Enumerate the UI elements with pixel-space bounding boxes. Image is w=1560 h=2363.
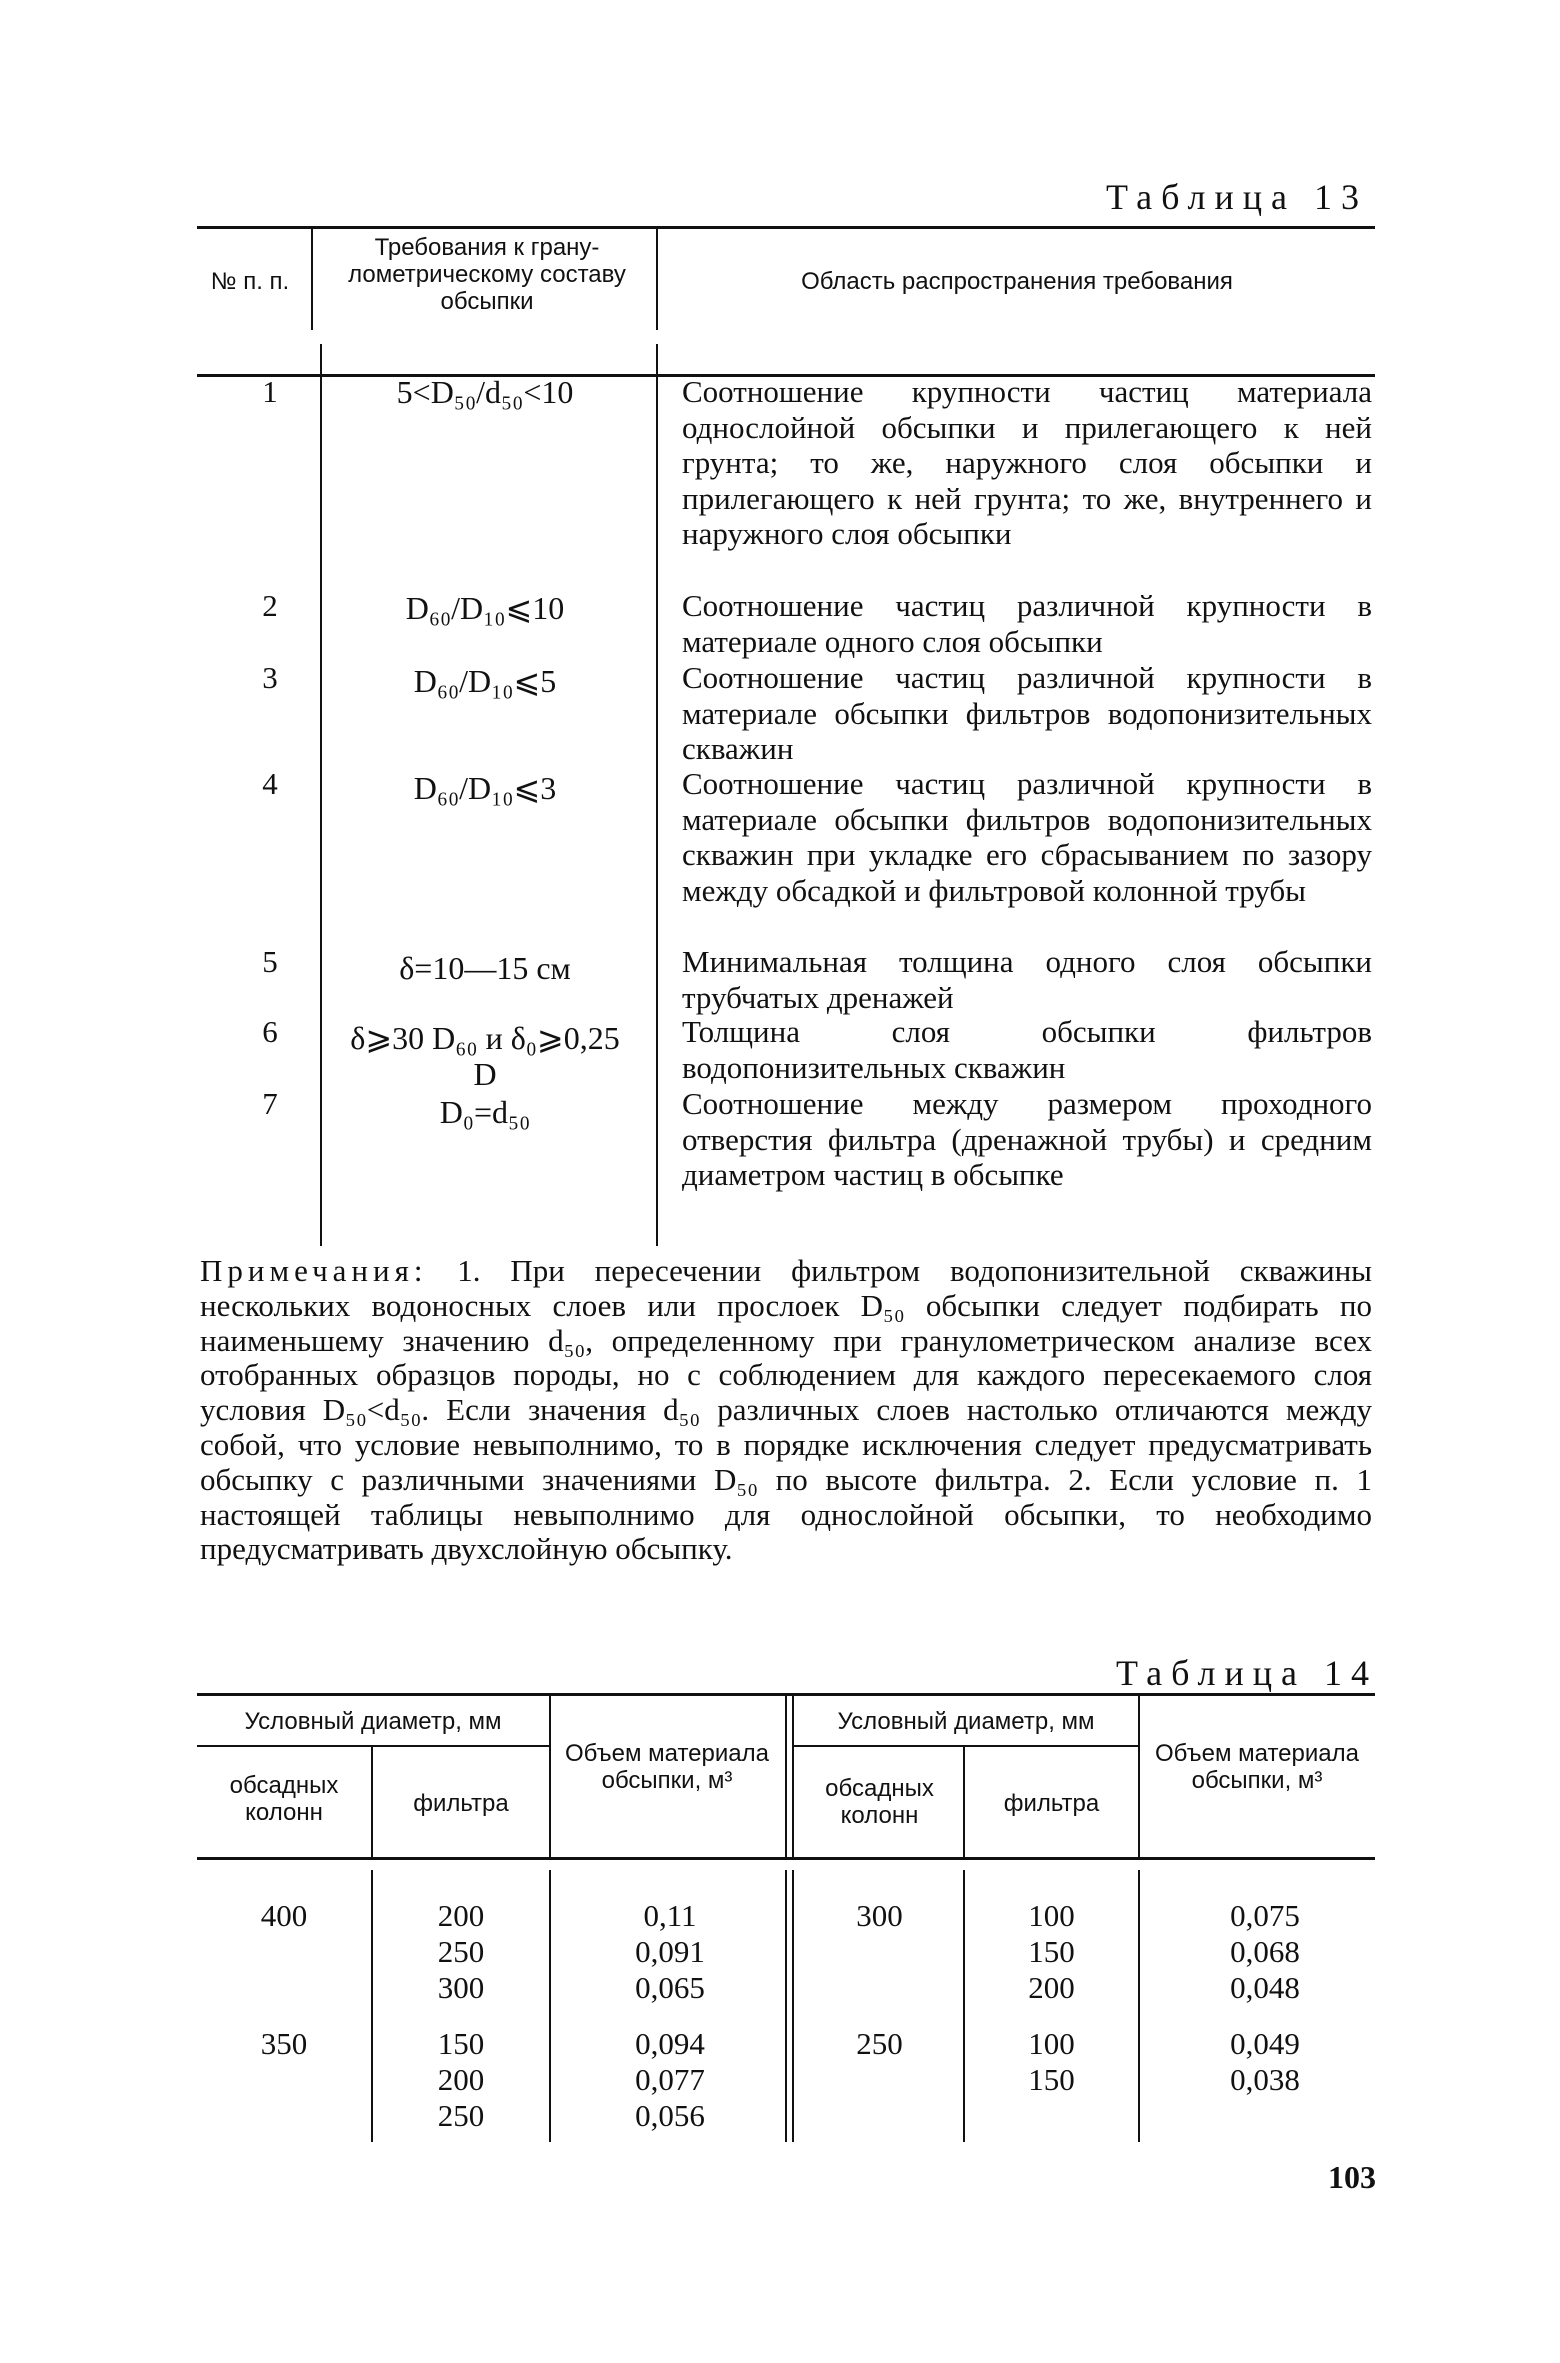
table-14-divider-3a: [785, 1693, 787, 1857]
table-14-right-casing-1: 300: [856, 1898, 903, 1933]
table-14-header-volume-right: Объем материала обсыпки, м³: [1155, 1740, 1359, 1794]
page-number: 103: [1328, 2159, 1376, 2195]
table-13-row-2-num: 2: [262, 588, 278, 623]
table-13-header-num: № п. п.: [210, 268, 290, 295]
table-14-divider-3d: [792, 1870, 794, 2142]
table-14-divider-5b: [1138, 1870, 1140, 2142]
table-14-left-casing-1: 400: [260, 1898, 308, 1933]
table-13-col-divider-1: [311, 226, 313, 330]
table-13-header-requirement: Требования к грану-лометрическому составу обсыпки: [348, 234, 626, 315]
table-14-header-rule: [197, 1857, 1375, 1860]
table-14-caption: Таблица 14: [1116, 1653, 1378, 1693]
table-13-row-3-num: 3: [262, 660, 278, 695]
table-13-col-divider-2: [656, 226, 658, 330]
notes-paragraph: [200, 1254, 1372, 1567]
table-13-caption: Таблица 13: [1106, 177, 1368, 217]
table-13-row-4-area: Соотношение частиц различной крупности в материале обсыпки фильтров водопонизительных скважин при укладке его сбрасыванием по зазору между обсадкой и фильтровой колонной трубы: [682, 766, 1372, 908]
table-13-header-area: Область распространения требования: [801, 268, 1233, 295]
table-13-row-3-area: Соотношение частиц различной крупности в материале обсыпки фильтров водопонизительных скважин: [682, 660, 1372, 767]
table-13-row-7-area: Соотношение между размером проходного отверстия фильтра (дренажной трубы) и средним диаметром частиц в обсыпке: [682, 1086, 1372, 1193]
table-14-header-casing-left: обсадных колонн: [229, 1772, 339, 1826]
table-14-header-volume-left: Объем материала обсыпки, м³: [565, 1740, 769, 1794]
table-13-row-3-requirement: D₆₀/D₁₀⩽5: [413, 663, 557, 699]
table-14-divider-3c: [785, 1870, 787, 2142]
table-13-row-7-num: 7: [262, 1086, 278, 1121]
table-14-header-diameter-right: Условный диаметр, мм: [837, 1708, 1095, 1735]
table-14-header-casing-right: обсадных колонн: [825, 1775, 934, 1829]
table-14-right-filter-group-1: 100 150 200: [1028, 1898, 1075, 2005]
notes-text: 1. При пересечении фильтром водопонизительной скважины нескольких водоносных слоев или прослоек D₅₀ обсыпки следует подбирать по наименьшему значению d₅₀, определенному при гранулометрическом анализе всех отобранных образцов породы, но с соблюдением для каждого пересекаемого слоя условия D₅₀<d₅₀. Если значения d₅₀ различных слоев настолько отличаются между собой, что условие невыполнимо, то в порядке исключения следует предусматривать обсыпку с различными значениями D₅₀ по высоте фильтра. 2. Если условие п. 1 настоящей таблицы невыполнимо для однослойной обсыпки, то необходимо предусматривать двухслойную обсыпку.: [200, 1253, 1372, 1567]
table-13-row-1-area: Соотношение крупности частиц материала однослойной обсыпки и прилегающего к ней грунта; то же, наружного слоя обсыпки и прилегающего к ней грунта; то же, внутреннего и наружного слоя обсыпки: [682, 374, 1372, 552]
table-14-right-casing-2: 250: [856, 2026, 903, 2061]
table-14-divider-5: [1138, 1693, 1140, 1857]
table-14-header-filter-right: фильтра: [1003, 1790, 1100, 1817]
table-13-row-1-requirement: 5<D₅₀/d₅₀<10: [396, 374, 574, 410]
table-14-divider-2: [549, 1693, 551, 1857]
table-13-row-5-area: Минимальная толщина одного слоя обсыпки трубчатых дренажей: [682, 944, 1372, 1015]
table-14-right-filter-group-2: 100 150: [1028, 2026, 1075, 2097]
table-13-top-rule: [197, 226, 1375, 229]
notes-label: Примечания:: [200, 1253, 428, 1288]
table-14-right-volume-group-2: 0,049 0,038: [1230, 2026, 1300, 2097]
table-13-row-2-area: Соотношение частиц различной крупности в материале одного слоя обсыпки: [682, 588, 1372, 659]
table-14-header-diameter-left: Условный диаметр, мм: [244, 1708, 502, 1735]
table-14-subheader-rule-left: [197, 1745, 549, 1747]
table-14-header-filter-left: фильтра: [413, 1790, 509, 1817]
table-14-left-volume-group-2: 0,094 0,077 0,056: [635, 2026, 705, 2133]
table-14-left-casing-2: 350: [260, 2026, 308, 2061]
table-13-col-divider-2b: [656, 344, 658, 1246]
table-13-row-6-num: 6: [262, 1014, 278, 1049]
table-13-row-5-num: 5: [262, 944, 278, 979]
table-14-subheader-rule-right: [793, 1745, 1138, 1747]
table-13-row-4-num: 4: [262, 766, 278, 801]
table-13-row-7-requirement: D₀=d₅₀: [439, 1094, 531, 1130]
table-14-left-filter-group-2: 150 200 250: [437, 2026, 485, 2133]
table-13-row-6-area: Толщина слоя обсыпки фильтров водопонизительных скважин: [682, 1014, 1372, 1085]
table-14-left-volume-group-1: 0,11 0,091 0,065: [635, 1898, 705, 2005]
table-14-divider-2b: [549, 1870, 551, 2142]
table-14-right-volume-group-1: 0,075 0,068 0,048: [1230, 1898, 1300, 2005]
table-13-row-5-requirement: δ=10—15 см: [399, 950, 571, 986]
table-14-left-filter-group-1: 200 250 300: [437, 1898, 485, 2005]
table-13-row-6-requirement: δ⩾30 D₆₀ и δ₀⩾0,25 D: [350, 1020, 620, 1092]
table-13-row-1-num: 1: [262, 374, 278, 409]
table-13-row-4-requirement: D₆₀/D₁₀⩽3: [413, 770, 557, 806]
table-13-row-2-requirement: D₆₀/D₁₀⩽10: [405, 590, 565, 626]
